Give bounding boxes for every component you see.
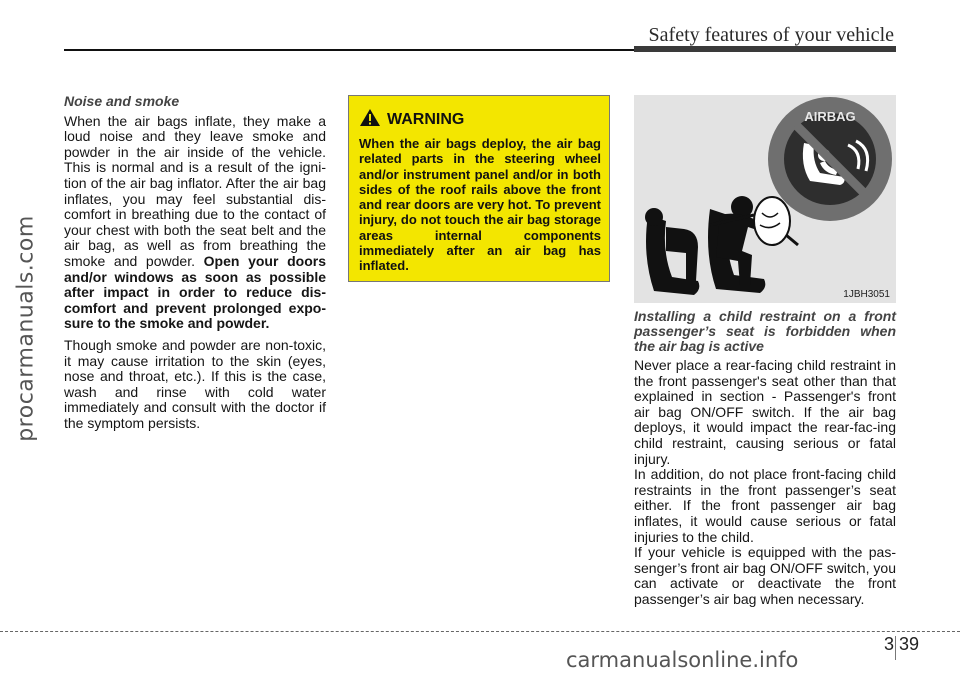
- figure-code: 1JBH3051: [843, 289, 890, 300]
- page-number: 39: [899, 634, 920, 654]
- section-title: Safety features of your vehicle: [648, 24, 894, 46]
- footer-rule: [0, 631, 960, 632]
- bottom-watermark: carmanualsonline.info: [566, 648, 799, 672]
- rear-facing-paragraph: Never place a rear-facing child restraint in the front passenger's seat other than that explained in section - Passenger's front air bag ON/OFF switch. If the air bag deploys, it would impact the rear-fac-ing child restraint, causing serious or fatal injury.: [634, 357, 896, 467]
- airbag-illustration: [634, 95, 896, 303]
- noise-smoke-bold-text: Open your doors and/or windows as soon as possible after impact in order to reduce dis-comfort and prevent prolonged expo-sure to the smoke and powder.: [64, 252, 326, 332]
- noise-smoke-paragraph: [64, 114, 326, 332]
- warning-header: [359, 108, 601, 132]
- noise-smoke-heading: Noise and smoke: [64, 93, 180, 109]
- warning-title: WARNING: [387, 111, 465, 128]
- chapter-number: 3: [884, 634, 895, 654]
- header-rule: [64, 49, 634, 51]
- warning-box: [348, 95, 610, 282]
- page-number-separator: [895, 636, 896, 660]
- warning-text: When the air bags deploy, the air bag related parts in the steering wheel and/or instrument panel and/or in both sides of the roof rails above the front and rear doors are very hot. To prevent injury, do not touch the air bag storage areas internal components immediately after an air bag has inflated.: [359, 136, 601, 274]
- header-tab-bar: [634, 46, 896, 52]
- child-restraint-heading: Installing a child restraint on a front passenger’s seat is forbidden when the air bag is active: [634, 308, 896, 354]
- smoke-irritation-paragraph: Though smoke and powder are non-toxic, it may cause irritation to the skin (eyes, nose and throat, etc.). If this is the case, wash and rinse with cold water immediately and consult with the doctor if the symptom persists.: [64, 336, 326, 431]
- noise-smoke-text: When the air bags inflate, they make a loud noise and they leave smoke and powder in the air inside of the vehicle. This is normal and is a result of the igni-tion of the air bag inflator. After the air bag inflates, you may feel substantial dis-comfort in breathing due to the contact of your chest with both the seat belt and the air bag, as well as from breathing the smoke and powder.: [64, 112, 326, 269]
- front-facing-paragraph: In addition, do not place front-facing child restraints in the front passenger’s seat either. If the front passenger air bag inflates, it would cause serious or fatal injuries to the child.: [634, 466, 896, 545]
- airbag-child-seat-figure: [634, 95, 896, 303]
- left-column: [64, 94, 326, 437]
- airbag-label: AIRBAG: [804, 109, 856, 124]
- right-column: [634, 309, 896, 614]
- warning-triangle-icon: [359, 108, 381, 132]
- switch-paragraph: If your vehicle is equipped with the pas-senger’s front air bag ON/OFF switch, you can activate or deactivate the front passenger’s air bag when necessary.: [634, 544, 896, 607]
- side-watermark: procarmanuals.com: [13, 215, 39, 442]
